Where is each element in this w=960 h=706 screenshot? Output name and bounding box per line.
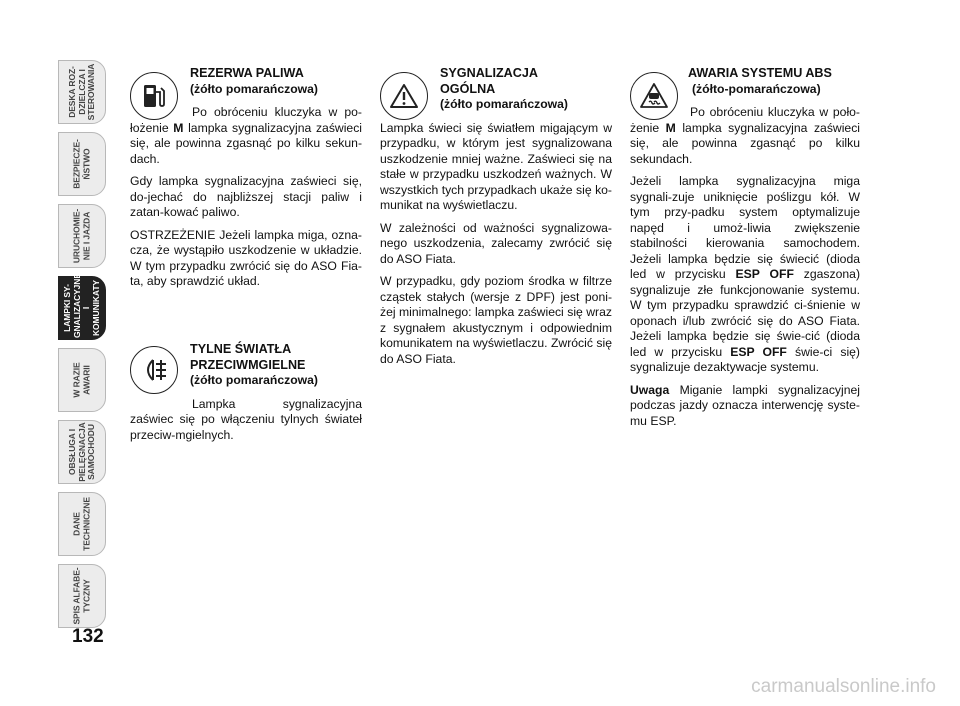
general-title-line-2: OGÓLNA (440, 81, 496, 96)
section-fuel-reserve (130, 66, 362, 297)
general-paragraph-3: W przypadku, gdy poziom środka w filtrze cząstek stałych (wersje z DPF) jest poni-żej minimalnego: lampka zaświeci się wraz z sygnałem akustycznym i odpowiednim komunikatem na wyświetlaczu. Zwrócić się do ASO Fiata. (380, 274, 612, 366)
abs-paragraph-3: Uwaga Miganie lampki sygnalizacyjnej podczas jazdy oznacza interwencję syste-mu ESP. (630, 382, 860, 428)
abs-paragraph-2: Jeżeli lampka sygnalizacyjna miga sygnali-zuje uniknięcie poślizgu kół. W tym przy-padku system optymalizuje napęd i umoż-liwia zwiększenie stabilności kierowania samochodem. Jeżeli lampka będzie się świecić (dioda led w przycisku ESP OFF zgaszona) sygnalizuje złe funkcjonowanie systemu. W tym przypadku sprawdzić ci-śnienie w oponach i/lub zwrócić się do ASO Fiata. Jeżeli lampka będzie się świe-cić (dioda led w przycisku ESP OFF świe-ci się) sygnalizuje dezaktywacje systemu. (630, 174, 861, 374)
general-paragraph-1: Lampka świeci się światłem migającym w przypadku, w którym jest sygnalizowana uszkodzenie mniej ważne. Zaświeci się na stałe w przypadku uszkodzeń ważnych. W wszystkich tych przypadkach ukaże się ko-munikat na wyświetlaczu. (380, 120, 612, 212)
page-number: 132 (72, 626, 104, 647)
general-title-line-1: SYGNALIZACJA (440, 66, 538, 80)
general-paragraph-2: W zależności od ważności sygnalizowa-nego uszkodzenia, zalecamy zwrócić się do ASO Fiata. (380, 220, 612, 266)
general-subtitle: (żółto pomarańczowa) (440, 97, 568, 111)
fuel-paragraph-3: OSTRZEŻENIE Jeżeli lampka miga, ozna-cza, że wystąpiło uszkodzenie w układzie. W tym przypadku zwrócić się do ASO Fia-ta, aby sprawdzić układ. (130, 227, 362, 288)
tab-spis-alfabetyczny[interactable]: SPIS ALFABE- TYCZNY (58, 564, 106, 628)
fog-title-line-1: TYLNE ŚWIATŁA (190, 342, 292, 356)
tab-dane-techniczne[interactable]: DANE TECHNICZNE (58, 492, 106, 556)
abs-paragraph-1: Po obróceniu kluczyka w poło-żenie M lampka sygnalizacyjna zaświeci się, ale powinna zgasnąć po kilku sekundach. (630, 105, 860, 166)
tab-deska-rozdzielcza[interactable]: DESKA ROZ- DZIELCZA I STEROWANIA (58, 60, 106, 124)
fuel-paragraph-2: Gdy lampka sygnalizacyjna zaświeci się, do-jechać do najbliższej stacji paliw i zatan-kować paliwo. (130, 174, 362, 219)
section-abs-failure (630, 66, 860, 436)
tab-uruchomienie-i-jazda[interactable]: URUCHOMIE- NIE I JAZDA (58, 204, 106, 268)
abs-subtitle: (żółto-pomarańczowa) (692, 81, 821, 96)
fog-subtitle: (żółto pomarańczowa) (190, 373, 318, 387)
fuel-subtitle: (żółto pomarańczowa) (190, 81, 318, 96)
abs-title: AWARIA SYSTEMU ABS (688, 66, 832, 80)
fuel-title: REZERWA PALIWA (190, 66, 304, 80)
tab-lampki-sygnalizacyjne[interactable]: LAMPKI SY- GNALIZACYJNE I KOMUNIKATY (58, 276, 106, 340)
tab-obsluga-i-pielegnacja[interactable]: OBSŁUGA I PIELĘGNACJA SAMOCHODU (58, 420, 106, 484)
section-rear-fog-lights (130, 342, 362, 450)
tab-bezpieczenstwo[interactable]: BEZPIECZE- ŃSTWO (58, 132, 106, 196)
tab-w-razie-awarii[interactable]: W RAZIE AWARII (58, 348, 106, 412)
fog-title-line-2: PRZECIWMGIELNE (190, 357, 306, 372)
fuel-paragraph-1: Po obróceniu kluczyka w po-łożenie M lampka sygnalizacyjna zaświeci się, ale powinna zgasnąć po kilku sekun-dach. (130, 105, 362, 166)
section-general-signalling (380, 66, 612, 374)
fog-paragraph-1: Lampka sygnalizacyjna zaświec się po włączeniu tylnych świateł przeciw-mgielnych. (130, 396, 362, 442)
watermark: carmanualsonline.info (751, 676, 936, 697)
